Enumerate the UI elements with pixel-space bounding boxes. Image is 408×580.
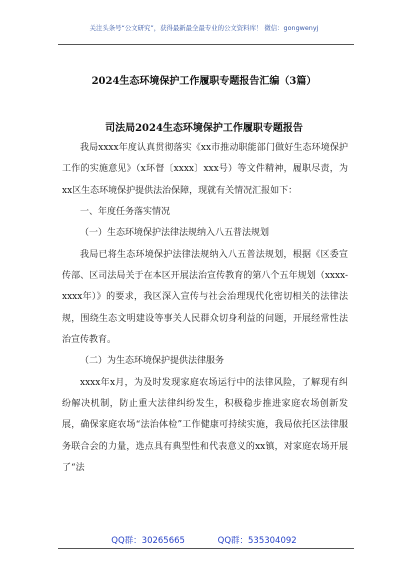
paragraph-legal-planning: 我局已将生态环境保护法律法规纳入八五普法规划，根据《区委宣传部、区司法局关于在本区开展法治宣传教育的第八个五年规划（xxxx-xxxx年）》的要求，我区深入宣传与社会治理现代化密切相关的法律法规，围绕生态文明建设等事关人民群众切身利益的问题，开展经常性法治宣传教育。: [62, 249, 348, 346]
header-banner: 关注头条号“公文研究”，获得最新最全最专业的公文资料库！ 微信：gongwenyj: [89, 24, 319, 32]
footer-divider: [58, 548, 354, 549]
paragraph-legal-services: xxxx年x月，为及时发现家庭农场运行中的法律风险，了解现有纠纷解决机制，防止重大法律纠纷发生，积极稳步推进家庭农场创新发展，确保家庭农场“法治体检”工作健康可持续实施，我局依托区法律服务联合会的力量，选点具有典型性和代表意义的xx镇，对家庭农场开展了“法: [62, 377, 348, 474]
footer-contacts: [0, 534, 408, 546]
subheading-legal-planning: （一）生态环境保护法律法规纳入八五普法规划: [80, 228, 270, 239]
section-title: 司法局2024生态环境保护工作履职专题报告: [105, 123, 303, 134]
heading-annual-tasks: 一、年度任务落实情况: [80, 207, 171, 218]
footer-qq-group-1: QQ群：30265665: [111, 536, 185, 546]
document-title: 2024生态环境保护工作履职专题报告汇编（3篇）: [91, 76, 317, 87]
paragraph-intro: 我局xxxx年度认真贯彻落实《xx市推动职能部门做好生态环境保护工作的实施意见》（x环督〔xxxx〕xxx号）等文件精神，履职尽责，为xx区生态环境保护提供法治保障，现就有关情况汇报如下：: [62, 143, 348, 196]
subheading-legal-services: （二）为生态环境保护提供法律服务: [80, 356, 225, 367]
header-divider: [58, 44, 354, 45]
document-body: [62, 138, 348, 480]
footer-qq-group-2: QQ群：535304092: [217, 536, 297, 546]
